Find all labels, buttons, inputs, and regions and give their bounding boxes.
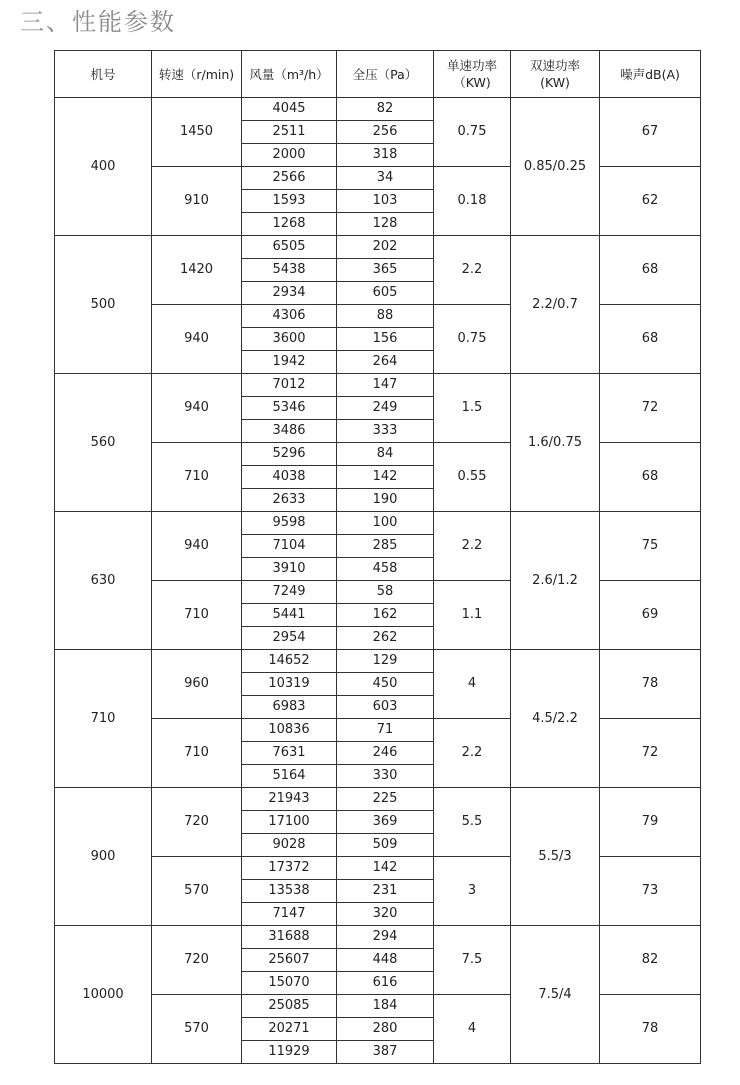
pressure-cell: 84 xyxy=(337,443,434,466)
noise-cell: 69 xyxy=(600,581,701,650)
header-model: 机号 xyxy=(55,51,152,98)
airflow-cell: 4306 xyxy=(242,305,337,328)
pressure-cell: 225 xyxy=(337,788,434,811)
speed-cell: 570 xyxy=(152,857,242,926)
model-cell: 500 xyxy=(55,236,152,374)
page-title: 三、性能参数 xyxy=(20,8,176,36)
airflow-cell: 20271 xyxy=(242,1018,337,1041)
table-row xyxy=(55,581,701,604)
pressure-cell: 369 xyxy=(337,811,434,834)
noise-cell: 75 xyxy=(600,512,701,581)
table-row xyxy=(55,305,701,328)
airflow-cell: 17100 xyxy=(242,811,337,834)
airflow-cell: 2511 xyxy=(242,121,337,144)
pressure-cell: 71 xyxy=(337,719,434,742)
speed-cell: 910 xyxy=(152,167,242,236)
speed-cell: 940 xyxy=(152,512,242,581)
single-power-cell: 1.1 xyxy=(434,581,511,650)
pressure-cell: 88 xyxy=(337,305,434,328)
airflow-cell: 17372 xyxy=(242,857,337,880)
airflow-cell: 1268 xyxy=(242,213,337,236)
pressure-cell: 128 xyxy=(337,213,434,236)
single-power-cell: 7.5 xyxy=(434,926,511,995)
airflow-cell: 6505 xyxy=(242,236,337,259)
model-cell: 10000 xyxy=(55,926,152,1064)
airflow-cell: 25085 xyxy=(242,995,337,1018)
dual-power-cell: 2.2/0.7 xyxy=(511,236,600,374)
pressure-cell: 100 xyxy=(337,512,434,535)
speed-cell: 960 xyxy=(152,650,242,719)
airflow-cell: 7012 xyxy=(242,374,337,397)
noise-cell: 68 xyxy=(600,236,701,305)
airflow-cell: 10319 xyxy=(242,673,337,696)
noise-cell: 72 xyxy=(600,374,701,443)
table-row xyxy=(55,788,701,811)
model-cell: 630 xyxy=(55,512,152,650)
airflow-cell: 10836 xyxy=(242,719,337,742)
speed-cell: 710 xyxy=(152,719,242,788)
table-row xyxy=(55,719,701,742)
airflow-cell: 9028 xyxy=(242,834,337,857)
pressure-cell: 264 xyxy=(337,351,434,374)
table-row xyxy=(55,167,701,190)
noise-cell: 62 xyxy=(600,167,701,236)
airflow-cell: 2566 xyxy=(242,167,337,190)
single-power-cell: 0.75 xyxy=(434,98,511,167)
dual-power-cell: 1.6/0.75 xyxy=(511,374,600,512)
pressure-cell: 320 xyxy=(337,903,434,926)
pressure-cell: 509 xyxy=(337,834,434,857)
pressure-cell: 616 xyxy=(337,972,434,995)
pressure-cell: 458 xyxy=(337,558,434,581)
airflow-cell: 4045 xyxy=(242,98,337,121)
single-power-cell: 4 xyxy=(434,650,511,719)
pressure-cell: 190 xyxy=(337,489,434,512)
airflow-cell: 11929 xyxy=(242,1041,337,1064)
airflow-cell: 9598 xyxy=(242,512,337,535)
table-row xyxy=(55,98,701,121)
airflow-cell: 21943 xyxy=(242,788,337,811)
airflow-cell: 31688 xyxy=(242,926,337,949)
speed-cell: 720 xyxy=(152,926,242,995)
single-power-cell: 2.2 xyxy=(434,512,511,581)
pressure-cell: 333 xyxy=(337,420,434,443)
airflow-cell: 7147 xyxy=(242,903,337,926)
noise-cell: 72 xyxy=(600,719,701,788)
pressure-cell: 249 xyxy=(337,397,434,420)
single-power-cell: 0.55 xyxy=(434,443,511,512)
table-row xyxy=(55,926,701,949)
airflow-cell: 14652 xyxy=(242,650,337,673)
pressure-cell: 142 xyxy=(337,857,434,880)
airflow-cell: 5296 xyxy=(242,443,337,466)
pressure-cell: 34 xyxy=(337,167,434,190)
airflow-cell: 2954 xyxy=(242,627,337,650)
pressure-cell: 246 xyxy=(337,742,434,765)
table-body xyxy=(55,98,701,1064)
table-row xyxy=(55,650,701,673)
pressure-cell: 202 xyxy=(337,236,434,259)
pressure-cell: 280 xyxy=(337,1018,434,1041)
airflow-cell: 7104 xyxy=(242,535,337,558)
model-cell: 560 xyxy=(55,374,152,512)
dual-power-cell: 4.5/2.2 xyxy=(511,650,600,788)
airflow-cell: 2633 xyxy=(242,489,337,512)
speed-cell: 710 xyxy=(152,443,242,512)
pressure-cell: 387 xyxy=(337,1041,434,1064)
pressure-cell: 156 xyxy=(337,328,434,351)
noise-cell: 68 xyxy=(600,305,701,374)
airflow-cell: 6983 xyxy=(242,696,337,719)
header-airflow: 风量（m³/h） xyxy=(242,51,337,98)
speed-cell: 1450 xyxy=(152,98,242,167)
pressure-cell: 365 xyxy=(337,259,434,282)
single-power-cell: 2.2 xyxy=(434,719,511,788)
airflow-cell: 2000 xyxy=(242,144,337,167)
airflow-cell: 3910 xyxy=(242,558,337,581)
noise-cell: 73 xyxy=(600,857,701,926)
airflow-cell: 3600 xyxy=(242,328,337,351)
header-row xyxy=(55,51,701,98)
single-power-cell: 2.2 xyxy=(434,236,511,305)
airflow-cell: 2934 xyxy=(242,282,337,305)
table-row xyxy=(55,443,701,466)
airflow-cell: 5441 xyxy=(242,604,337,627)
dual-power-cell: 5.5/3 xyxy=(511,788,600,926)
speed-cell: 710 xyxy=(152,581,242,650)
pressure-cell: 603 xyxy=(337,696,434,719)
airflow-cell: 15070 xyxy=(242,972,337,995)
dual-power-cell: 2.6/1.2 xyxy=(511,512,600,650)
pressure-cell: 605 xyxy=(337,282,434,305)
speed-cell: 940 xyxy=(152,374,242,443)
noise-cell: 78 xyxy=(600,650,701,719)
pressure-cell: 285 xyxy=(337,535,434,558)
airflow-cell: 7631 xyxy=(242,742,337,765)
pressure-cell: 184 xyxy=(337,995,434,1018)
performance-table xyxy=(54,50,701,1064)
header-dual-power: 双速功率 (KW) xyxy=(511,51,600,98)
airflow-cell: 1942 xyxy=(242,351,337,374)
airflow-cell: 4038 xyxy=(242,466,337,489)
pressure-cell: 448 xyxy=(337,949,434,972)
table-row xyxy=(55,857,701,880)
speed-cell: 1420 xyxy=(152,236,242,305)
model-cell: 900 xyxy=(55,788,152,926)
table-header xyxy=(55,51,701,98)
pressure-cell: 103 xyxy=(337,190,434,213)
table-row xyxy=(55,236,701,259)
speed-cell: 720 xyxy=(152,788,242,857)
pressure-cell: 147 xyxy=(337,374,434,397)
pressure-cell: 231 xyxy=(337,880,434,903)
airflow-cell: 1593 xyxy=(242,190,337,213)
pressure-cell: 129 xyxy=(337,650,434,673)
noise-cell: 79 xyxy=(600,788,701,857)
single-power-cell: 0.18 xyxy=(434,167,511,236)
single-power-cell: 1.5 xyxy=(434,374,511,443)
airflow-cell: 3486 xyxy=(242,420,337,443)
pressure-cell: 142 xyxy=(337,466,434,489)
model-cell: 710 xyxy=(55,650,152,788)
dual-power-cell: 7.5/4 xyxy=(511,926,600,1064)
noise-cell: 78 xyxy=(600,995,701,1064)
single-power-cell: 0.75 xyxy=(434,305,511,374)
airflow-cell: 5346 xyxy=(242,397,337,420)
single-power-cell: 4 xyxy=(434,995,511,1064)
pressure-cell: 330 xyxy=(337,765,434,788)
single-power-cell: 3 xyxy=(434,857,511,926)
noise-cell: 68 xyxy=(600,443,701,512)
table-row xyxy=(55,512,701,535)
header-single-power: 单速功率 （KW) xyxy=(434,51,511,98)
speed-cell: 940 xyxy=(152,305,242,374)
pressure-cell: 294 xyxy=(337,926,434,949)
pressure-cell: 256 xyxy=(337,121,434,144)
noise-cell: 82 xyxy=(600,926,701,995)
pressure-cell: 58 xyxy=(337,581,434,604)
single-power-cell: 5.5 xyxy=(434,788,511,857)
header-speed: 转速（r/min) xyxy=(152,51,242,98)
pressure-cell: 162 xyxy=(337,604,434,627)
table-row xyxy=(55,374,701,397)
pressure-cell: 82 xyxy=(337,98,434,121)
noise-cell: 67 xyxy=(600,98,701,167)
pressure-cell: 262 xyxy=(337,627,434,650)
airflow-cell: 5164 xyxy=(242,765,337,788)
table-row xyxy=(55,995,701,1018)
speed-cell: 570 xyxy=(152,995,242,1064)
airflow-cell: 25607 xyxy=(242,949,337,972)
airflow-cell: 7249 xyxy=(242,581,337,604)
header-pressure: 全压（Pa） xyxy=(337,51,434,98)
dual-power-cell: 0.85/0.25 xyxy=(511,98,600,236)
pressure-cell: 450 xyxy=(337,673,434,696)
airflow-cell: 13538 xyxy=(242,880,337,903)
pressure-cell: 318 xyxy=(337,144,434,167)
model-cell: 400 xyxy=(55,98,152,236)
airflow-cell: 5438 xyxy=(242,259,337,282)
header-noise: 噪声dB(A) xyxy=(600,51,701,98)
